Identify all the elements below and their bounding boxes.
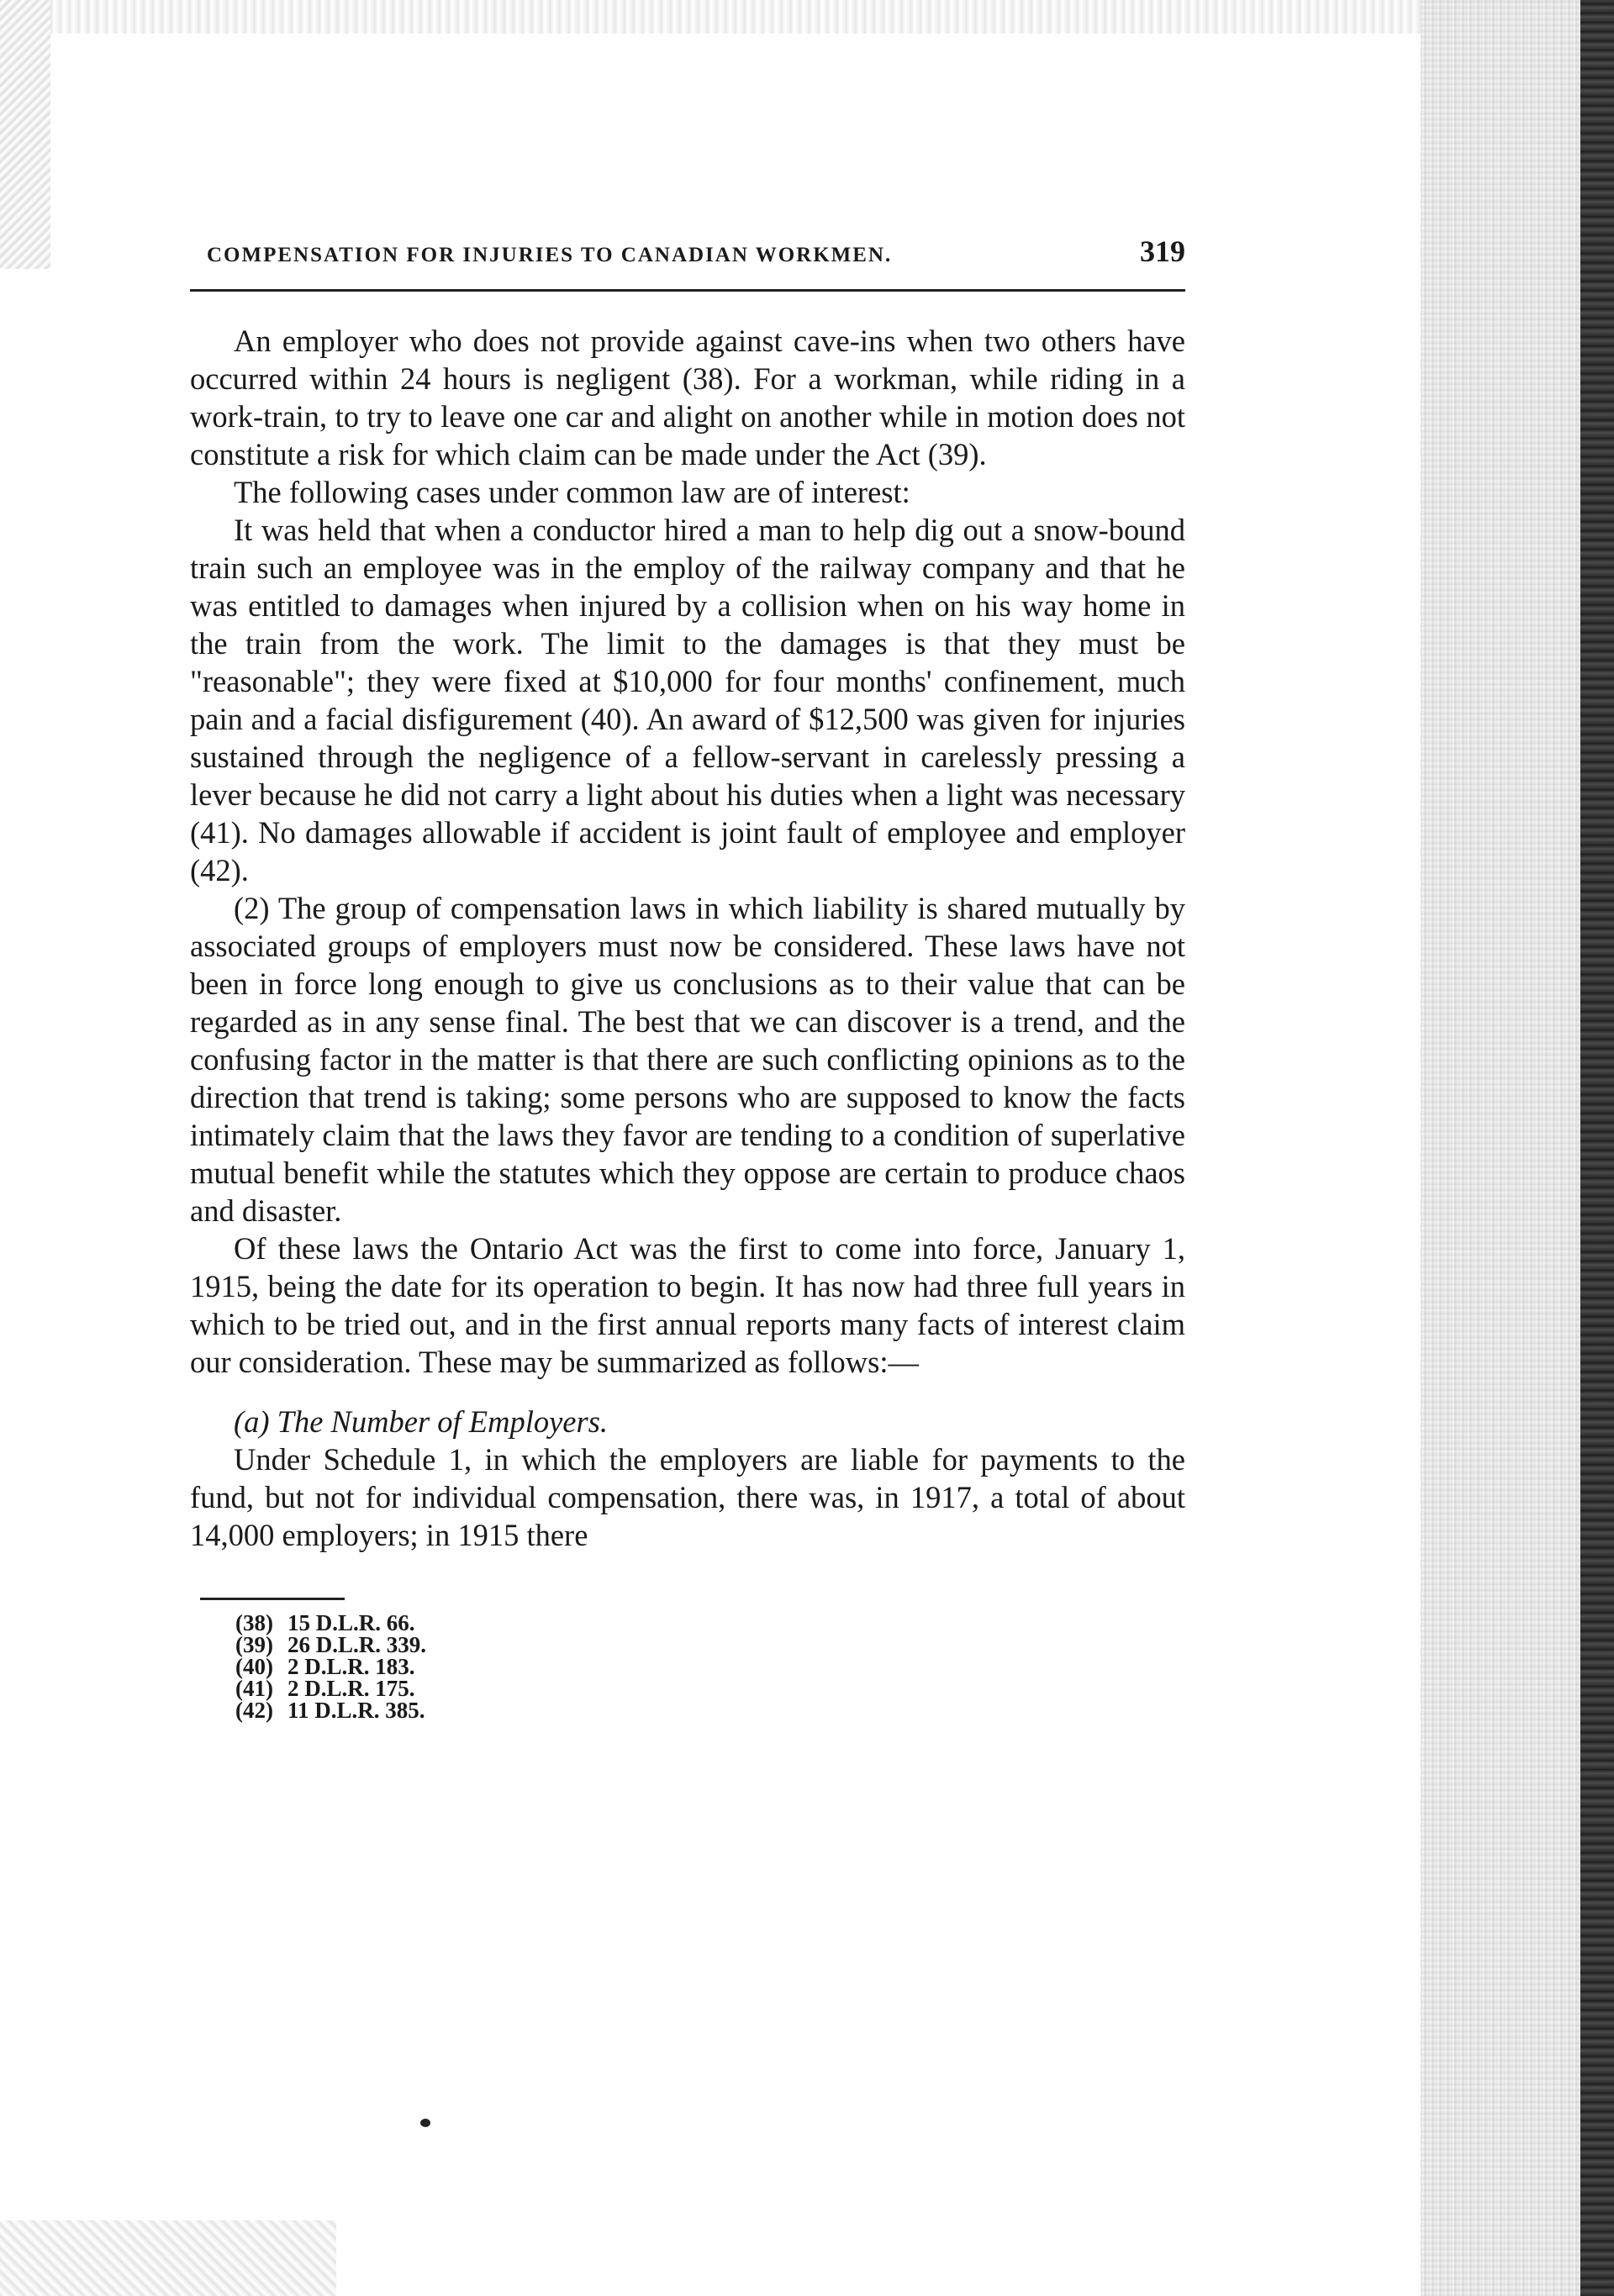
body-text (190, 322, 1185, 1554)
paragraph: Of these laws the Ontario Act was the first to come into force, January 1, 1915, being the date for its operation to begin. It has now had three full years in which to be tried out, and in the first annual reports many facts of interest claim our consideration. These may be summarized as follows:— (190, 1231, 1185, 1379)
paragraph: Under Schedule 1, in which the employers are liable for payments to the fund, but not for individual compensation, there was, in 1917, a total of about 14,000 employers; in 1915 there (190, 1442, 1185, 1552)
page-number: 319 (1140, 234, 1185, 268)
footnote (235, 1612, 1185, 1634)
running-head-title: COMPENSATION FOR INJURIES TO CANADIAN WORKMEN. (207, 244, 893, 266)
header-rule (190, 289, 1185, 292)
footnote-ref: 26 D.L.R. 339. (287, 1632, 427, 1657)
scan-edge-left (0, 0, 50, 269)
footnote-rule (200, 1598, 345, 1600)
footnote (235, 1699, 1185, 1721)
footnote-ref: 15 D.L.R. 66. (287, 1610, 415, 1635)
footnote-ref: 2 D.L.R. 183. (287, 1654, 415, 1679)
paragraph: An employer who does not provide against cave-ins when two others have occurred within 24 hours is negligent (38). For a workman, while riding in a work-train, to try to leave one car and alight on another while in motion does not constitute a risk for which claim can be made under the Act (39). (190, 324, 1185, 471)
scan-edge-top (50, 0, 1421, 34)
footnote-number: (39) (235, 1632, 273, 1657)
scan-edge-bottom (0, 2220, 336, 2296)
footnotes (235, 1612, 1185, 1721)
scan-edge-binding (1580, 0, 1614, 2296)
paragraph: The following cases under common law are of interest: (234, 475, 910, 509)
footnote (235, 1634, 1185, 1656)
paragraph: (2) The group of compensation laws in which liability is shared mutually by associated groups of employers must now be considered. These laws have not been in force long enough to give us conclusions as to their value that can be regarded as in any sense final. The best that we can discover is a trend, and the confusing factor in the matter is that there are such conflicting opinions as to the direction that trend is taking; some persons who are supposed to know the facts intimately claim that the laws they favor are tending to a condition of superlative mutual benefit while the statutes which they oppose are certain to produce chaos and disaster. (190, 891, 1185, 1228)
ink-speck (420, 2119, 430, 2127)
footnote (235, 1677, 1185, 1699)
footnote-ref: 2 D.L.R. 175. (287, 1676, 415, 1701)
running-head (190, 234, 1185, 271)
footnote-number: (40) (235, 1654, 273, 1679)
footnote-number: (41) (235, 1676, 273, 1701)
footnote-ref: 11 D.L.R. 385. (287, 1698, 425, 1723)
footnote-number: (42) (235, 1698, 273, 1723)
book-page (190, 234, 1185, 1721)
footnote (235, 1656, 1185, 1677)
footnote-number: (38) (235, 1610, 273, 1635)
section-subheading: (a) The Number of Employers. (234, 1404, 609, 1439)
paragraph: It was held that when a conductor hired a man to help dig out a snow-bound train such an employee was in the employ of the railway company and that he was entitled to damages when injured by a collision when on his way home in the train from the work. The limit to the damages is that they must be "reasonable"; they were fixed at $10,000 for four months' confinement, much pain and a facial disfigurement (40). An award of $12,500 was given for injuries sustained through the negligence of a fellow-servant in carelessly pressing a lever because he did not carry a light about his duties when a light was necessary (41). No damages allowable if accident is joint fault of employee and employer (42). (190, 513, 1185, 887)
